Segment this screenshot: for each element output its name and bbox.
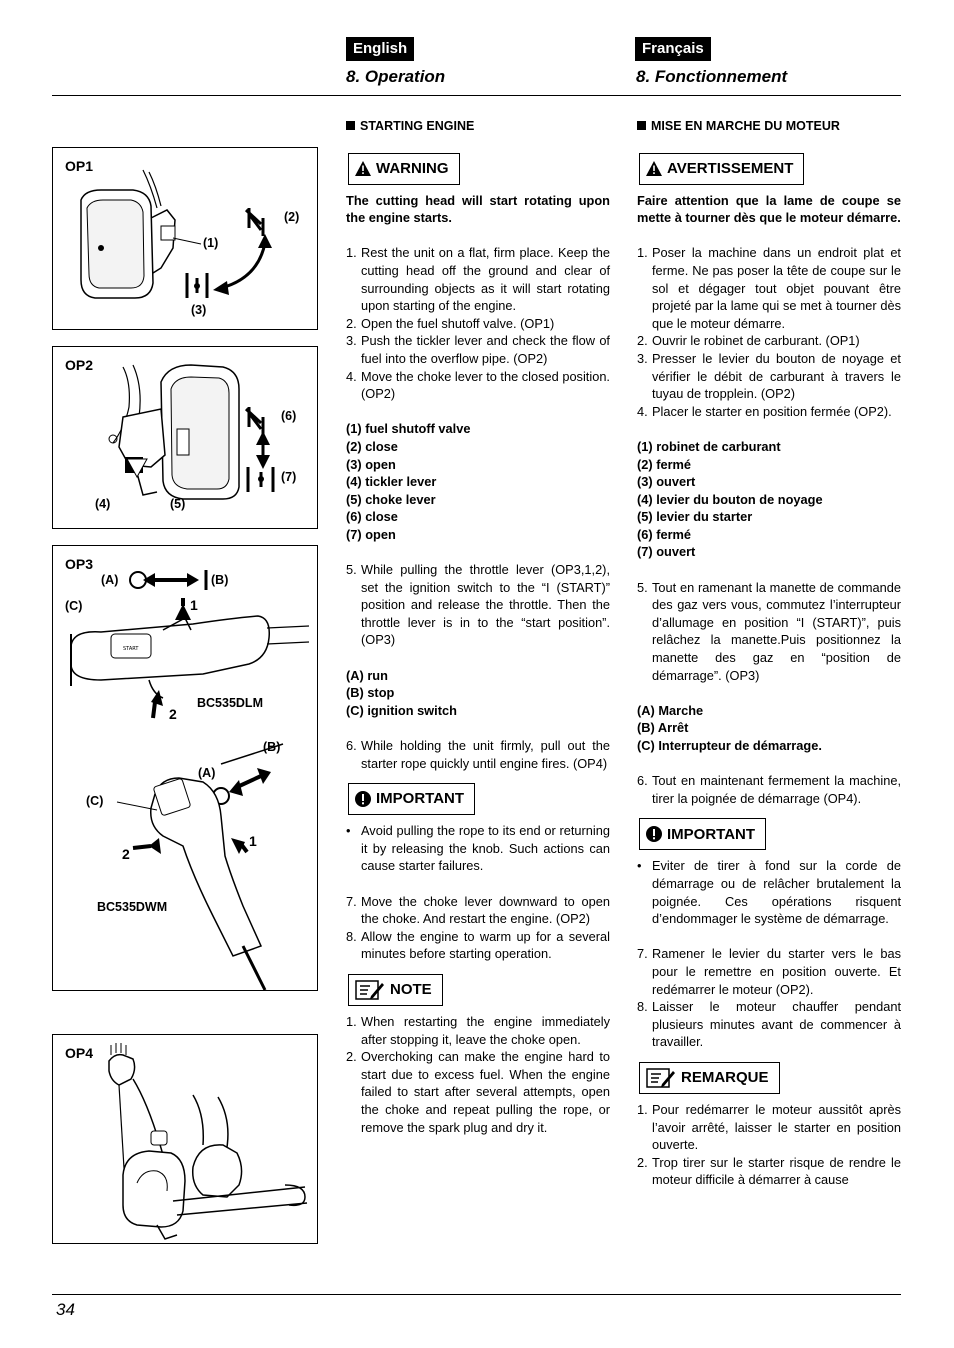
warning-triangle-icon [355, 161, 371, 176]
list-item [637, 350, 901, 403]
step-number: 7. [346, 893, 357, 909]
key-item: (C) ignition switch [346, 702, 457, 718]
step-text: Presser le levier du bouton de noyage et vérifier le débit de carburant à travers le tuyau de tropplein. (OP2) [652, 350, 901, 402]
step-text: Ouvrir le robinet de carburant. (OP1) [652, 333, 860, 349]
step-number: 6. [637, 773, 648, 789]
key-item: (7) open [346, 526, 396, 542]
english-important-list [346, 822, 610, 875]
figure-op3-label: OP3 [65, 556, 94, 572]
key-item: (7) ouvert [637, 544, 696, 560]
english-steps-b [346, 893, 610, 963]
op3-upper-callout-1: 1 [190, 597, 198, 613]
step-text: Allow the engine to warm up for a several minutes before starting operation. [361, 928, 610, 962]
op3-lower-callout-1: 1 [249, 833, 257, 849]
french-note-label: REMARQUE [681, 1069, 769, 1087]
op3-upper-callout-2: 2 [169, 706, 177, 722]
step-number: 1. [637, 1101, 648, 1117]
english-step-5 [346, 561, 610, 649]
warning-triangle-icon [646, 161, 662, 176]
step-number: 1. [346, 245, 357, 261]
step-text: Laisser le moteur chauffer pendant plusieurs minutes avant de commencer à travailler. [652, 999, 901, 1050]
op3-upper-callout-c: (C) [65, 599, 83, 613]
step-number: 5. [346, 562, 357, 578]
step-text: Move the choke lever to the closed position. (OP2) [361, 368, 610, 402]
note-book-icon [646, 1068, 676, 1088]
step-text: Trop tirer sur le starter risque de rendre le moteur difficile à démarrer à cause [652, 1154, 901, 1188]
english-column [346, 118, 610, 1136]
key-item: (5) choke lever [346, 491, 436, 507]
step-number: 7. [637, 946, 648, 962]
figure-op2-label: OP2 [65, 357, 94, 373]
list-item [346, 1048, 610, 1136]
step-number: 8. [637, 999, 648, 1015]
english-heading-text: STARTING ENGINE [360, 119, 475, 133]
english-steps-a [346, 244, 610, 402]
op2-callout-5: (5) [170, 497, 186, 511]
step-text: When restarting the engine immediately after stopping it, leave the choke open. [361, 1013, 610, 1047]
french-important-label: IMPORTANT [667, 825, 756, 843]
key-item: (B) stop [346, 685, 395, 701]
french-key-list-b [637, 702, 901, 755]
english-notes [346, 1013, 610, 1136]
english-warning-text: The cutting head will start rotating upon the engine starts. [346, 192, 610, 226]
list-item [346, 332, 610, 367]
french-warning-callout [639, 153, 804, 185]
french-steps-b [637, 945, 901, 1051]
op3-lower-model: BC535DWM [97, 900, 168, 914]
french-note-callout [639, 1062, 780, 1094]
french-notes [637, 1101, 901, 1189]
step-number: 2. [637, 333, 648, 349]
list-item [346, 893, 610, 928]
note-book-icon [355, 980, 385, 1000]
figure-op4-label: OP4 [65, 1045, 94, 1061]
fuel-valve-illustration [53, 148, 319, 331]
op2-callout-7: (7) [281, 470, 297, 484]
list-item [637, 1154, 901, 1189]
english-warning-callout [348, 153, 460, 185]
french-step-5 [637, 579, 901, 685]
french-heading-text: MISE EN MARCHE DU MOTEUR [651, 119, 840, 133]
list-item [637, 1101, 901, 1154]
upper-switch-text: START [123, 646, 139, 652]
figure-op4 [52, 1034, 318, 1244]
list-item [346, 315, 610, 333]
op1-callout-1: (1) [203, 236, 219, 250]
starter-pull-illustration [53, 1035, 319, 1245]
step-number: 2. [346, 1049, 357, 1065]
figure-op1-label: OP1 [65, 158, 94, 174]
english-heading [346, 118, 610, 136]
french-important-list [637, 857, 901, 927]
list-item: • Avoid pulling the rope to its end or returning it by releasing the knob. Such actions can cause starter failures. [346, 822, 610, 875]
op1-callout-2: (2) [284, 210, 300, 224]
step-number: 3. [637, 350, 648, 366]
step-number: 1. [346, 1013, 357, 1029]
step-number: 8. [346, 928, 357, 944]
op1-callout-3: (3) [191, 303, 207, 317]
step-text: Overchoking can make the engine hard to start due to excess fuel. When the engine failed to start after several attempts, open the choke and repeat pulling the rope, or remove the spark plug and dry it. [361, 1049, 610, 1135]
list-item [346, 1013, 610, 1048]
key-item: (A) run [346, 667, 388, 683]
english-important-label: IMPORTANT [376, 790, 465, 808]
list-item [637, 332, 901, 350]
french-section-title: 8. Fonctionnement [636, 67, 788, 86]
step-number: 1. [637, 245, 648, 261]
step-text: Tout en ramenant la manette de commande des gaz vers vous, commutez l’interrupteur d’allumage en position “I (START)”, puis relâchez la manette.Puis positionnez la manette des gaz en “position de démarrage”. (OP3) [652, 579, 901, 683]
english-note-callout [348, 974, 443, 1006]
list-item [637, 998, 901, 1051]
list-item [346, 368, 610, 403]
step-text: While holding the unit firmly, pull out the starter rope quickly until engine fires. (OP4) [361, 738, 610, 771]
english-important-callout [348, 783, 475, 815]
list-item: • Eviter de tirer à fond sur la corde de démarrage ou de relâcher brutalement la poignée. Ces opérations risquent d’endommager le système de démarrage. [637, 857, 901, 927]
step-text: Poser la machine dans un endroit plat et ferme. Ne pas poser la tête de coupe sur le sol et dégager tout objet pouvant être projeté par la lame qui se met à tourner dès que le moteur démarre. [652, 245, 901, 331]
list-item [637, 772, 901, 807]
english-language-tag: English [346, 37, 414, 61]
list-item [346, 928, 610, 963]
op3-lower-callout-b: (B) [263, 740, 281, 754]
step-text: Rest the unit on a flat, firm place. Keep the cutting head off the ground and clear of surrounding objects as it will start rotating upon starting of the engine. [361, 245, 610, 314]
op3-lower-callout-a: (A) [198, 766, 216, 780]
figure-op2 [52, 346, 318, 529]
footer-rule [52, 1294, 901, 1295]
list-item [637, 945, 901, 998]
list-item [346, 561, 610, 649]
key-item: (B) Arrêt [637, 720, 689, 736]
french-warning-label: AVERTISSEMENT [667, 159, 794, 177]
english-section-title: 8. Operation [346, 67, 446, 86]
key-item: (1) robinet de carburant [637, 438, 781, 454]
figure-op3 [52, 545, 318, 991]
english-step-6 [346, 737, 610, 772]
key-item: (6) close [346, 509, 398, 525]
step-text: Ramener le levier du starter vers le bas pour le remettre en position ouverte. Et redémarrer le moteur (OP2). [652, 946, 901, 997]
french-step-6 [637, 772, 901, 807]
step-text: Tout en maintenant fermement la machine, tirer la poignée de démarrage (OP4). [652, 773, 901, 806]
step-text: While pulling the throttle lever (OP3,1,2), set the ignition switch to the “I (START)” position and release the throttle. Then the throttle lever is in to the “start position”. (OP3) [361, 562, 610, 648]
op3-lower-callout-2: 2 [122, 846, 130, 862]
exclamation-circle-icon [646, 826, 662, 842]
key-item: (A) Marche [637, 702, 704, 718]
op3-upper-callout-b: (B) [211, 573, 229, 587]
key-item: (C) Interrupteur de démarrage. [637, 738, 822, 753]
step-text: Open the fuel shutoff valve. (OP1) [361, 315, 555, 331]
french-heading [637, 118, 901, 136]
french-important-callout [639, 818, 766, 850]
key-item: (5) levier du starter [637, 509, 753, 525]
op3-upper-model: BC535DLM [197, 696, 263, 710]
list-item [346, 737, 610, 772]
key-item: (3) ouvert [637, 474, 696, 490]
step-number: 2. [637, 1154, 648, 1170]
step-number: 4. [637, 403, 648, 419]
step-number: 4. [346, 368, 357, 384]
throttle-ignition-illustration [53, 546, 319, 992]
list-item [637, 403, 901, 421]
key-item: (2) fermé [637, 456, 692, 472]
step-text: Placer le starter en position fermée (OP2). [652, 403, 892, 419]
list-item [346, 244, 610, 314]
english-key-list-a [346, 420, 610, 543]
english-key-list-b [346, 667, 610, 720]
step-text: Pour redémarrer le moteur aussitôt après l’avoir arrêté, laisser le starter en position ouverte. [652, 1101, 901, 1153]
french-steps-a [637, 244, 901, 420]
page-number: 34 [56, 1300, 75, 1319]
french-key-list-a [637, 438, 901, 561]
step-text: Push the tickler lever and check the flow of fuel into the overflow pipe. (OP2) [361, 333, 610, 366]
op3-upper-callout-a: (A) [101, 573, 119, 587]
header-rule [52, 95, 901, 96]
tickler-choke-illustration [53, 347, 319, 530]
op2-callout-6: (6) [281, 409, 297, 423]
step-text: Move the choke lever downward to open the choke. And restart the engine. (OP2) [361, 893, 610, 927]
op3-lower-callout-c: (C) [86, 794, 104, 808]
step-number: 3. [346, 333, 357, 349]
key-item: (4) tickler lever [346, 474, 437, 490]
key-item: (2) close [346, 438, 398, 454]
french-language-tag: Français [635, 37, 711, 61]
key-item: (3) open [346, 456, 396, 472]
figure-op1 [52, 147, 318, 330]
list-item [637, 244, 901, 332]
english-warning-label: WARNING [376, 159, 449, 177]
french-warning-text: Faire attention que la lame de coupe se mette à tourner dès que le moteur démarre. [637, 192, 901, 226]
key-item: (4) levier du bouton de noyage [637, 491, 823, 507]
english-note-label: NOTE [390, 981, 432, 999]
op2-callout-4: (4) [95, 497, 111, 511]
list-item [637, 579, 901, 685]
exclamation-circle-icon [355, 791, 371, 807]
step-number: 6. [346, 738, 357, 753]
step-number: 2. [346, 315, 357, 331]
key-item: (1) fuel shutoff valve [346, 421, 471, 437]
key-item: (6) fermé [637, 526, 692, 542]
step-number: 5. [637, 579, 648, 595]
french-column [637, 118, 901, 1189]
